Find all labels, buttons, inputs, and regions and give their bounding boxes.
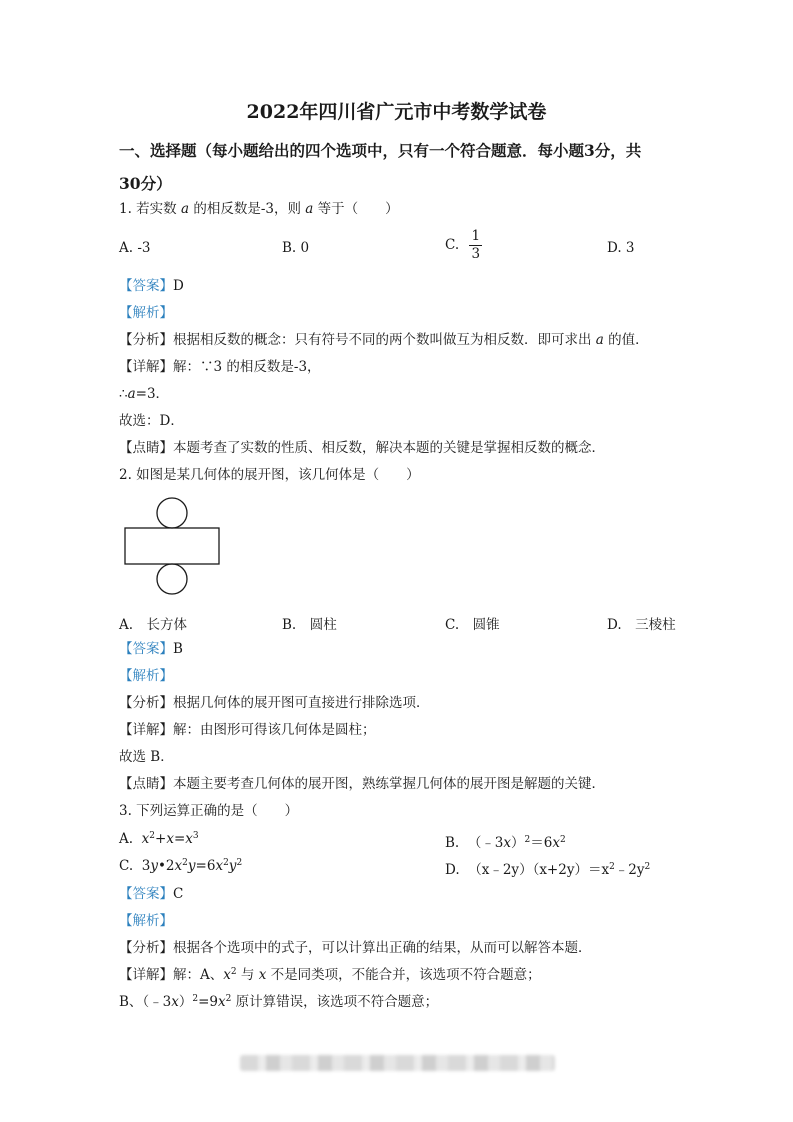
q1-fenxi-post: 的值． [603, 332, 649, 348]
detail-tag: 【详解】 [119, 359, 173, 375]
blurred-footer-watermark [240, 1055, 555, 1071]
q1-var: a [180, 201, 190, 217]
paren-open: （﹣3 [467, 835, 504, 851]
q3-option-d [445, 858, 650, 878]
math-x: x [174, 858, 183, 874]
q1-option-b: B. 0 [282, 240, 310, 256]
exponent: 2 [223, 858, 229, 868]
q2-detail [119, 721, 376, 739]
math-x: x [141, 831, 150, 847]
detail-tag: 【详解】 [119, 722, 173, 738]
q3-option-c [119, 858, 242, 874]
coefficient: 3 [141, 858, 151, 874]
fraction-denominator: 3 [471, 246, 481, 262]
exponent: 2 [524, 835, 531, 845]
math-y: y [187, 858, 196, 874]
q1-stem-mid: 的相反数是-3，则 [189, 201, 306, 217]
math-x: x [215, 858, 224, 874]
q3-fenxi [119, 939, 592, 957]
net-bottom-circle [157, 564, 187, 594]
q1-answer-value: D [173, 278, 184, 294]
q1-fenxi [119, 331, 649, 349]
math-x: x [503, 835, 512, 851]
exponent: 2 [230, 967, 237, 977]
answer-tag: 【答案】 [119, 886, 173, 902]
equals-sign: ＝6 [530, 835, 553, 851]
math-y: y [150, 858, 158, 874]
q1-option-c-fraction [469, 228, 482, 263]
q2-choose: 故选 B． [119, 749, 174, 765]
q1-stem-pre: 1. 若实数 [119, 201, 181, 217]
q3-analysis-heading [119, 912, 173, 930]
answer-tag: 【答案】 [119, 641, 173, 657]
exponent: 2 [192, 994, 199, 1004]
q1-choose: 故选：D． [119, 413, 184, 429]
q1-option-d: D. 3 [607, 240, 635, 256]
coefficient: •2 [157, 858, 175, 874]
q1-therefore-var: a [127, 386, 136, 402]
q1-fenxi-var: a [595, 332, 604, 348]
q1-therefore-post: =3． [135, 386, 170, 402]
detail-tag: 【详解】 [119, 967, 173, 983]
q2-analysis-heading [119, 667, 173, 685]
analysis-tag: 【解析】 [119, 305, 173, 321]
q1-fenxi-pre: 根据相反数的概念：只有符号不同的两个数叫做互为相反数．即可求出 [173, 332, 596, 348]
q1-detail [119, 358, 321, 376]
q3-detail-pre: 解：A、 [173, 967, 224, 983]
math-x: x [258, 967, 267, 983]
q1-option-c-label: C. [445, 237, 460, 253]
q1-option-a: A. -3 [119, 240, 151, 256]
q3-b-pre: B、（﹣3 [119, 994, 172, 1010]
section-heading-line1: 一、选择题（每小题给出的四个选项中，只有一个符合题意．每小题3分，共 [119, 141, 642, 160]
q3-detail-post: 不是同类项，不能合并，该选项不符合题意； [266, 967, 541, 983]
q1-therefore [119, 385, 169, 403]
net-top-circle [157, 498, 187, 528]
exponent: 2 [609, 862, 615, 872]
q2-option-a: A. 长方体 [119, 617, 188, 633]
exponent: 2 [644, 862, 651, 872]
q3-option-d-label: D. [445, 862, 460, 878]
exponent: 3 [192, 831, 199, 841]
math-x: x [185, 831, 193, 847]
q3-option-b [445, 831, 566, 851]
analysis-tag: 【解析】 [119, 913, 173, 929]
q3-stem: 3. 下列运算正确的是（ ） [119, 803, 299, 819]
net-rectangle [125, 528, 219, 564]
q3-option-b-label: B. [445, 835, 460, 851]
section-heading-line2: 30分） [119, 174, 172, 193]
q2-answer-value: B [173, 641, 183, 657]
q3-b-eq: =9 [198, 994, 219, 1010]
math-x: x [223, 967, 231, 983]
fenxi-tag: 【分析】 [119, 332, 173, 348]
q2-stem: 2. 如图是某几何体的展开图，该几何体是（ ） [119, 467, 420, 483]
q1-detail-text: 解：∵3 的相反数是-3， [173, 359, 321, 375]
q2-option-c: C. 圆锥 [445, 617, 500, 633]
q2-answer [119, 640, 183, 658]
q1-stem-post: 等于（ ） [313, 201, 399, 217]
q1-option-c [445, 228, 482, 263]
q3-fenxi-text: 根据各个选项中的式子，可以计算出正确的结果，从而可以解答本题． [173, 940, 592, 956]
q3-answer [119, 885, 183, 903]
q1-var2: a [305, 201, 314, 217]
cylinder-net-figure [119, 494, 229, 598]
q2-option-b: B. 圆柱 [282, 617, 337, 633]
page-title: 2022年四川省广元市中考数学试卷 [246, 101, 547, 123]
fenxi-tag: 【分析】 [119, 940, 173, 956]
exponent: 2 [559, 835, 566, 845]
fenxi-tag: 【分析】 [119, 695, 173, 711]
exponent: 2 [225, 994, 232, 1004]
math-y: y [228, 858, 237, 874]
q2-option-d: D. 三棱柱 [607, 617, 676, 633]
q3-option-d-text2: ﹣2y [614, 862, 645, 878]
q2-comment [119, 775, 605, 793]
q2-detail-text: 解：由图形可得该几何体是圆柱； [173, 722, 376, 738]
equals-sign: = [173, 831, 186, 847]
fraction-numerator: 1 [471, 228, 481, 244]
q1-answer [119, 277, 184, 295]
comment-tag: 【点睛】 [119, 776, 173, 792]
plus-sign: + [155, 831, 167, 847]
q3-option-c-label: C. [119, 858, 134, 874]
q3-option-a [119, 831, 199, 847]
q1-comment-text: 本题考查了实数的性质、相反数，解决本题的关键是掌握相反数的概念． [173, 440, 605, 456]
q3-option-a-label: A. [119, 831, 134, 847]
comment-tag: 【点睛】 [119, 440, 173, 456]
exponent: 2 [236, 858, 243, 868]
q2-fenxi [119, 694, 430, 712]
q3-b-mid: ） [178, 994, 193, 1010]
exponent: 2 [149, 831, 155, 841]
math-x: x [552, 835, 560, 851]
q2-fenxi-text: 根据几何体的展开图可直接进行排除选项． [173, 695, 430, 711]
q1-analysis-heading [119, 304, 173, 322]
q1-comment [119, 439, 605, 457]
q3-b-post: 原计算错误，该选项不符合题意； [231, 994, 439, 1010]
paren-close: ） [511, 835, 525, 851]
math-x: x [218, 994, 226, 1010]
math-x: x [166, 831, 174, 847]
analysis-tag: 【解析】 [119, 668, 173, 684]
exponent: 2 [182, 858, 188, 868]
q3-option-d-text1: （x﹣2y）（x+2y）＝x [468, 862, 610, 878]
q1-stem [119, 200, 399, 218]
q3-detail [119, 966, 541, 984]
equals-sign: =6 [195, 858, 216, 874]
q3-detail-b [119, 993, 438, 1011]
math-x: x [171, 994, 179, 1010]
answer-tag: 【答案】 [119, 278, 173, 294]
q3-answer-value: C [173, 886, 184, 902]
therefore-symbol: ∴ [119, 386, 128, 402]
q3-detail-mid: 与 [236, 967, 259, 983]
q2-comment-text: 本题主要考查几何体的展开图，熟练掌握几何体的展开图是解题的关键． [173, 776, 605, 792]
